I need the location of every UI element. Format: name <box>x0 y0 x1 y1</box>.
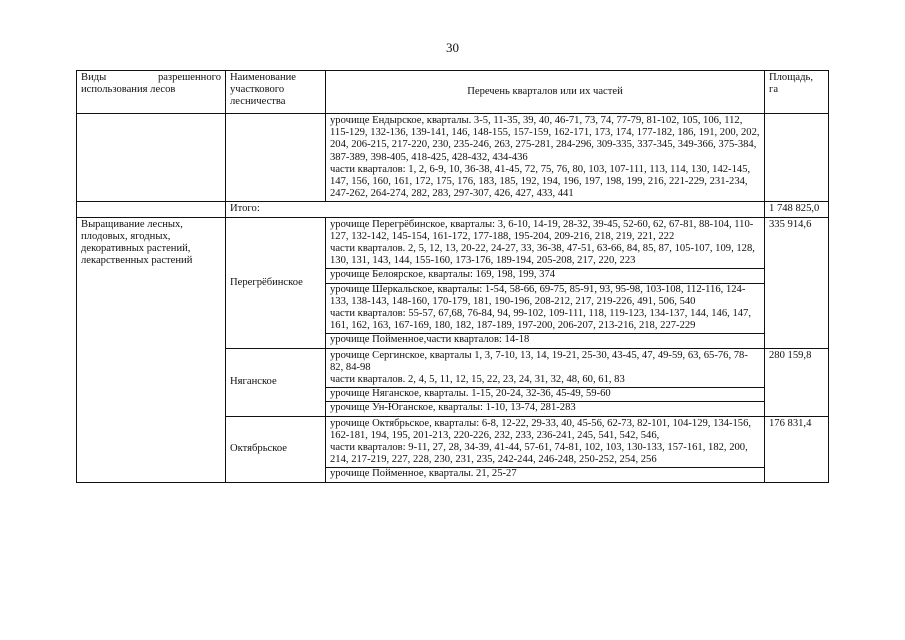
header-use-type-line1: Виды разрешенного <box>81 72 221 83</box>
quarters-parts-text: части кварталов: 55-57, 67,68, 76-84, 94, 99-102, 109-111, 118, 119-123, 134-137, 144, 146, 147, 161, 162, 163, 167-169, 180, 182, 187-189, 197-200, 206-207, 213-216, 218, 227-229 <box>330 308 751 332</box>
quarters-parts-text: части кварталов: 1, 2, 6-9, 10, 36-38, 41-45, 72, 75, 76, 80, 103, 107-111, 113, 114, 130, 142-145, 147, 156, 160, 161, 172, 175, 176, 183, 185, 192, 194, 196, 197, 198, 199, 216, 221-229, 231-234, 247-262, 264-274, 282, 283, 297-307, 426, 427, 433, 441 <box>330 163 751 200</box>
quarters-parts-text: части кварталов. 2, 4, 5, 11, 12, 15, 22, 23, 24, 31, 32, 48, 60, 61, 83 <box>330 374 625 386</box>
quarters-parts-text: части кварталов: 9-11, 27, 28, 34-39, 41-44, 57-61, 74-81, 102, 103, 130-133, 157-161, 182, 200, 214, 217-219, 227, 228, 230, 231, 235, 242-244, 246-248, 250-252, 254, 256 <box>330 442 748 466</box>
quarters-text: урочище Няганское, кварталы. 1-15, 20-24, 32-36, 45-49, 59-60 <box>326 387 764 400</box>
total-label: Итого: <box>226 202 765 217</box>
table-row <box>77 114 829 202</box>
total-value: 1 748 825,0 <box>765 202 829 217</box>
quarters-cell <box>326 348 765 416</box>
area-value: 176 831,4 <box>765 416 829 482</box>
header-row <box>77 71 829 114</box>
quarters-text: урочище Ун-Юганское, кварталы: 1-10, 13-74, 281-283 <box>326 401 764 414</box>
area-value: 280 159,8 <box>765 348 829 416</box>
header-forestry: Наименование участкового лесничества <box>226 71 326 114</box>
header-use-type <box>77 71 226 114</box>
header-use-type-line2: использования лесов <box>81 84 176 96</box>
header-quarters: Перечень кварталов или их частей <box>326 71 765 114</box>
quarters-text: урочище Октябрьское, кварталы: 6-8, 12-22, 29-33, 40, 45-56, 62-73, 82-101, 104-129, 134-156, 162-181, 194, 195, 201-213, 220-226, 232, 233, 236-241, 245, 541, 542, 546, <box>330 417 752 441</box>
forestry-name: Октябрьское <box>226 416 326 482</box>
quarters-cell <box>326 114 765 202</box>
quarters-text: урочище Перегрёбинское, кварталы: 3, 6-10, 14-19, 28-32, 39-45, 52-60, 62, 67-81, 88-104, 110-127, 132-142, 145-154, 161-172, 177-188, 195-204, 209-216, 218, 219, 221, 222 <box>330 218 754 242</box>
total-row <box>77 202 829 217</box>
forest-use-table <box>76 70 829 483</box>
header-area: Площадь, га <box>765 71 829 114</box>
use-type-cell: Выращивание лесных, плодовых, ягодных, декоративных растений, лекарственных растений <box>77 217 226 482</box>
forestry-name: Няганское <box>226 348 326 416</box>
quarters-parts-text: части кварталов. 2, 5, 12, 13, 20-22, 24-27, 33, 36-38, 47-51, 63-66, 84, 85, 87, 105-107, 109, 128, 130, 131, 143, 144, 155-160, 173-176, 189-194, 205-208, 217, 220, 223 <box>330 243 755 267</box>
page-number: 30 <box>446 40 459 55</box>
forestry-name: Перегрёбинское <box>226 217 326 348</box>
quarters-cell <box>326 416 765 482</box>
quarters-text: урочище Пойменное, кварталы. 21, 25-27 <box>326 467 764 480</box>
quarters-text: урочище Пойменное,части кварталов: 14-18 <box>326 333 764 346</box>
area-value: 335 914,6 <box>765 217 829 348</box>
quarters-text: урочище Шеркальское, кварталы: 1-54, 58-66, 69-75, 85-91, 93, 95-98, 103-108, 112-116, 124-133, 138-143, 148-160, 170-179, 181, 190-196, 208-212, 217, 219-226, 491, 506, 540 <box>326 283 764 308</box>
quarters-cell <box>326 217 765 348</box>
quarters-text: урочище Сергинское, кварталы 1, 3, 7-10, 13, 14, 19-21, 25-30, 43-45, 47, 49-59, 63, 65-76, 78-82, 84-98 <box>330 349 748 373</box>
table-row <box>77 217 829 348</box>
quarters-text: урочище Белоярское, кварталы: 169, 198, 199, 374 <box>326 268 764 281</box>
quarters-text: урочище Ендырское, кварталы. 3-5, 11-35, 39, 40, 46-71, 73, 74, 77-79, 81-102, 105, 106, 112, 115-129, 132-136, 139-141, 146, 148-155, 157-159, 162-171, 173, 174, 177-182, 186, 191, 200, 202, 204, 206-215, 217-220, 230, 235-246, 263, 275-281, 284-296, 309-335, 337-345, 349-366, 375-384, 387-389, 398-405, 418-425, 428-432, 434-436 <box>330 115 760 163</box>
